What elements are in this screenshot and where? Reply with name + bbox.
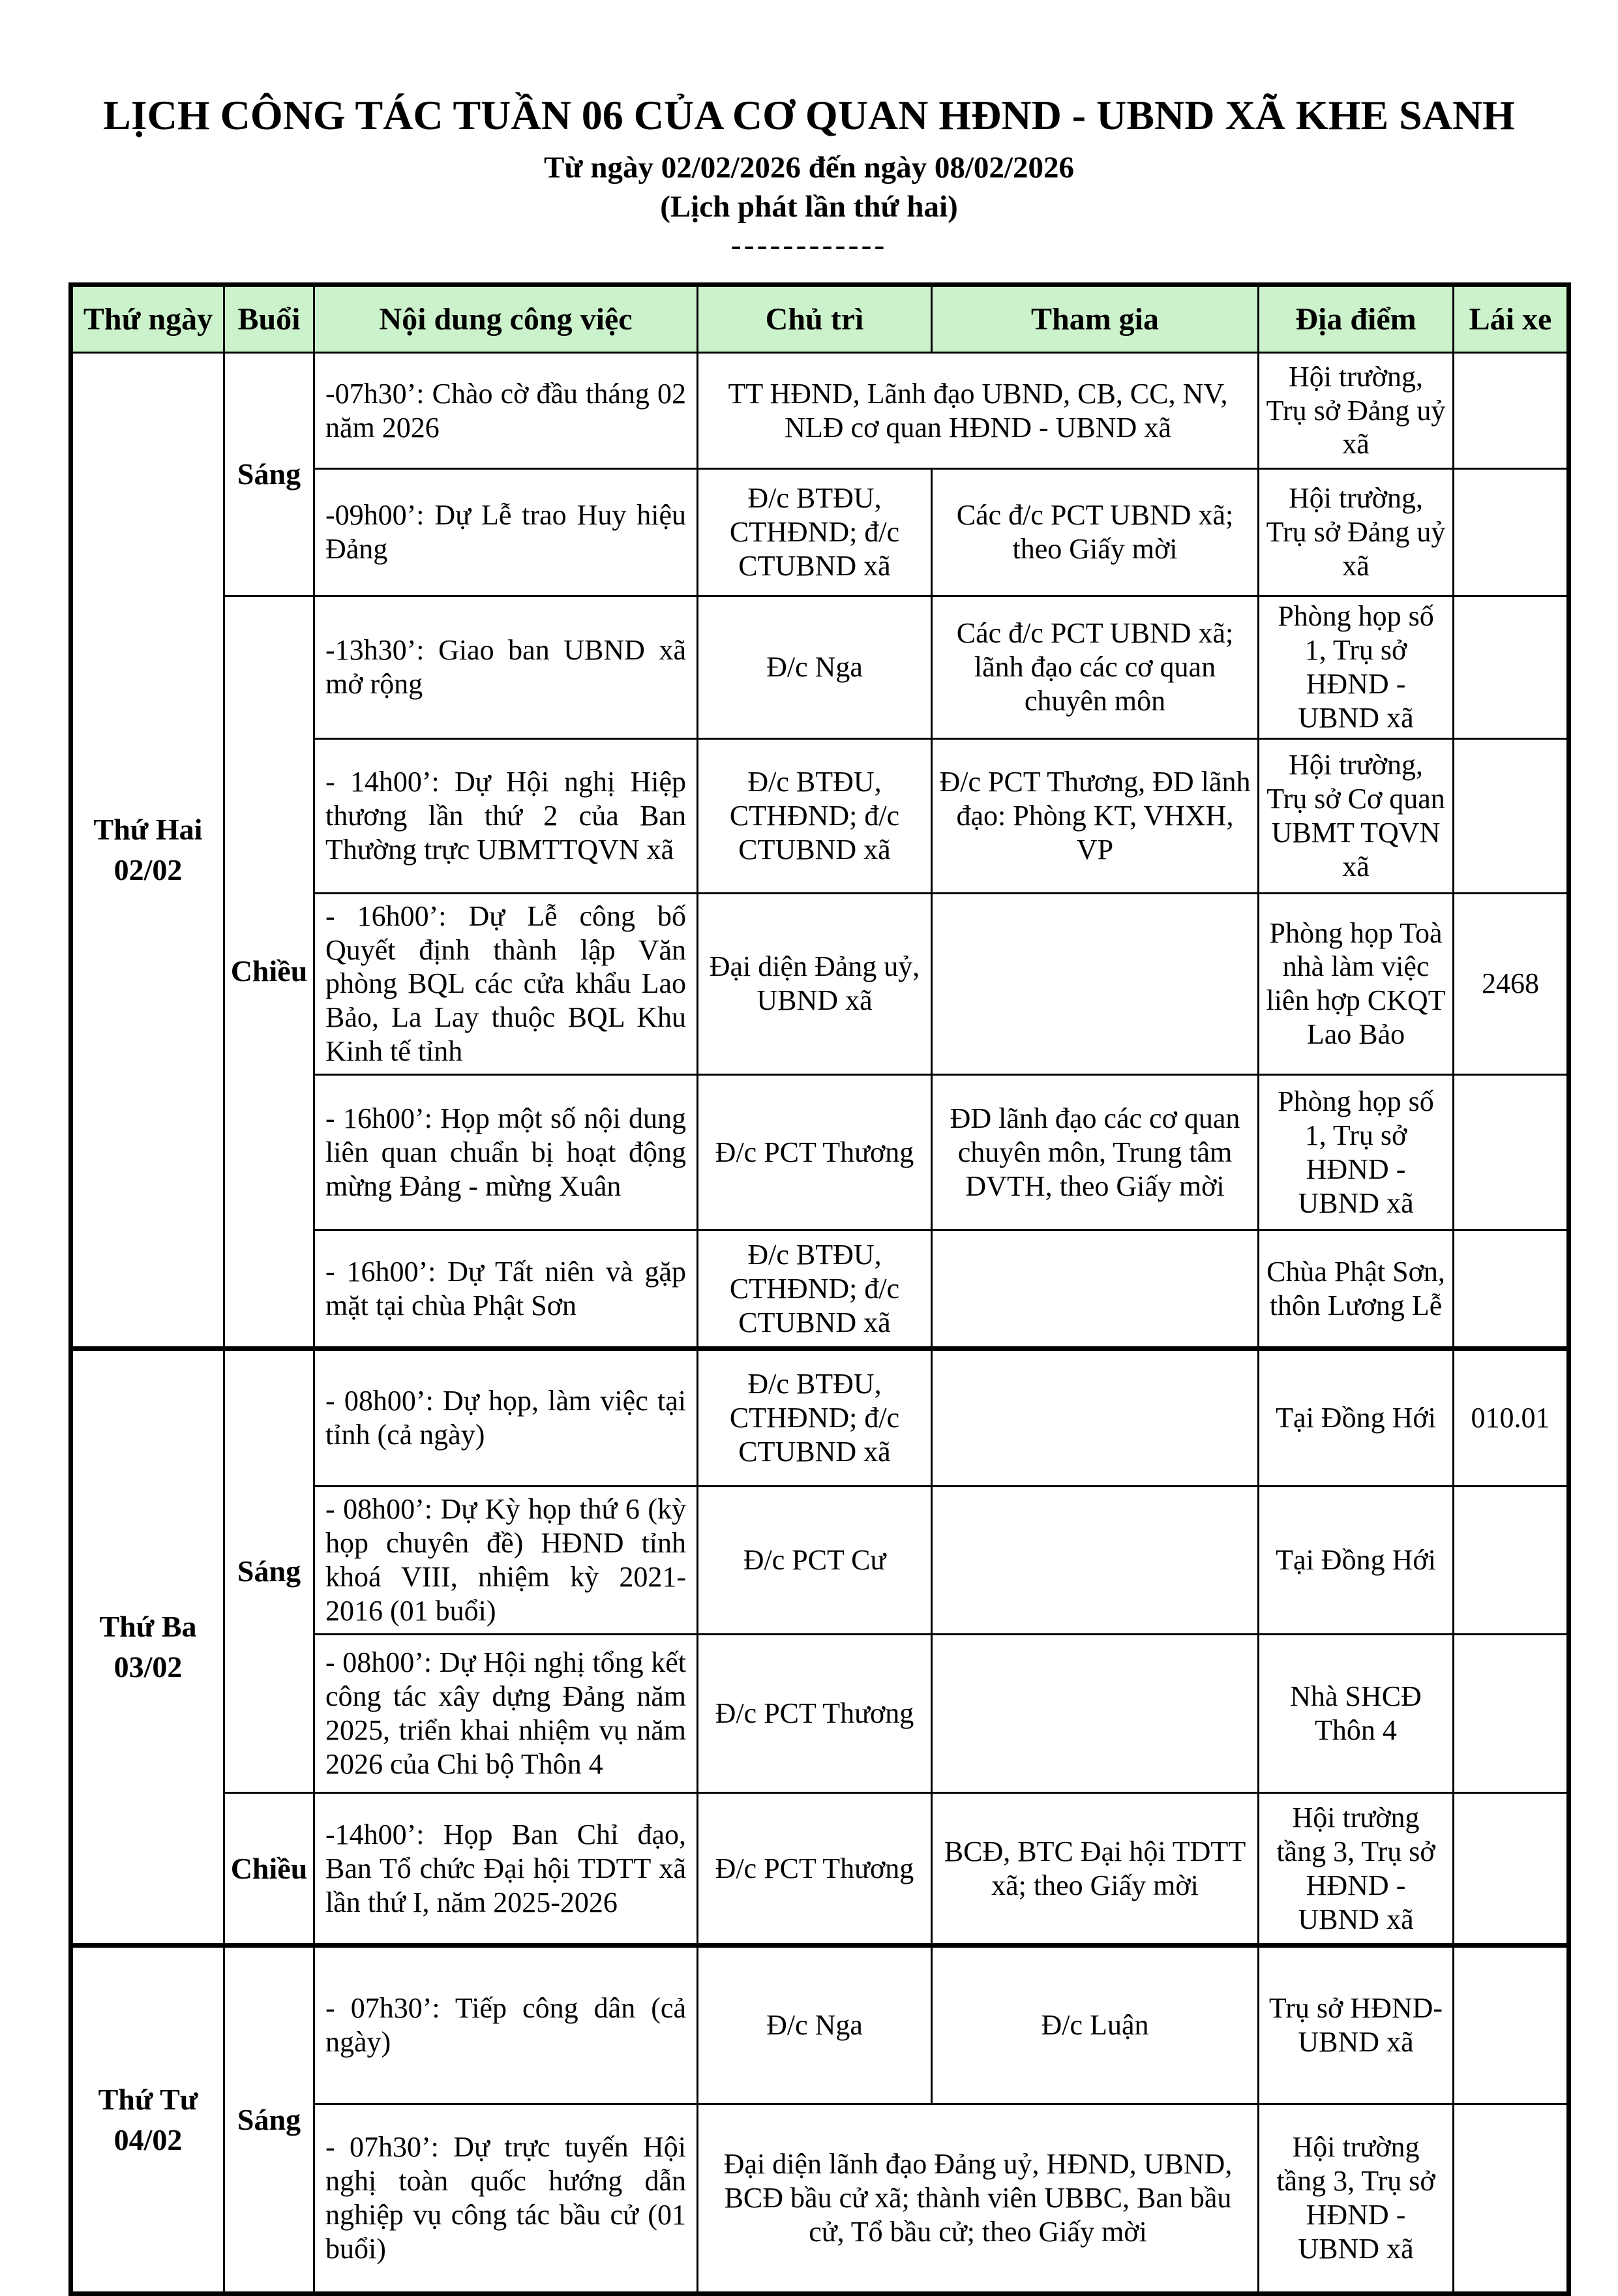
location-cell: Tại Đồng Hới: [1259, 1487, 1454, 1635]
chair-cell: Đ/c BTĐU, CTHĐND; đ/c CTUBND xã: [698, 1230, 932, 1349]
col-header-chair: Chủ trì: [698, 285, 932, 353]
content-cell: - 08h00’: Dự Hội nghị tổng kết công tác xây dựng Đảng năm 2025, triển khai nhiệm vụ năm 2026 của Chi bộ Thôn 4: [314, 1635, 698, 1793]
location-cell: Phòng họp Toà nhà làm việc liên hợp CKQT Lao Bảo: [1259, 893, 1454, 1075]
participants-cell: BCĐ, BTC Đại hội TDTT xã; theo Giấy mời: [932, 1793, 1259, 1946]
col-header-driver: Lái xe: [1454, 285, 1569, 353]
location-cell: Tại Đồng Hới: [1259, 1349, 1454, 1487]
content-cell: - 07h30’: Tiếp công dân (cả ngày): [314, 1946, 698, 2104]
content-cell: - 16h00’: Họp một số nội dung liên quan chuẩn bị hoạt động mừng Đảng - mừng Xuân: [314, 1075, 698, 1230]
edition-note: (Lịch phát lần thứ hai): [660, 190, 958, 224]
chair-cell: Đ/c BTĐU, CTHĐND; đ/c CTUBND xã: [698, 738, 932, 893]
driver-cell: [1454, 1487, 1569, 1635]
col-header-session: Buổi: [224, 285, 314, 353]
driver-cell: [1454, 353, 1569, 469]
chair-cell: Đ/c Nga: [698, 1946, 932, 2104]
day-name: Thứ Ba: [99, 1610, 197, 1644]
day-cell: [71, 353, 224, 1349]
participants-cell: [932, 1349, 1259, 1487]
participants-cell: [932, 1487, 1259, 1635]
location-cell: Hội trường, Trụ sở Cơ quan UBMT TQVN xã: [1259, 738, 1454, 893]
location-cell: Hội trường, Trụ sở Đảng uỷ xã: [1259, 469, 1454, 596]
content-cell: - 08h00’: Dự Kỳ họp thứ 6 (kỳ họp chuyên đề) HĐND tỉnh khoá VIII, nhiệm kỳ 2021-2016 (01 buổi): [314, 1487, 698, 1635]
content-cell: -13h30’: Giao ban UBND xã mở rộng: [314, 596, 698, 739]
driver-cell: [1454, 1230, 1569, 1349]
col-header-content: Nội dung công việc: [314, 285, 698, 353]
location-cell: Phòng họp số 1, Trụ sở HĐND - UBND xã: [1259, 596, 1454, 739]
participants-cell: ĐD lãnh đạo các cơ quan chuyên môn, Trung tâm DVTH, theo Giấy mời: [932, 1075, 1259, 1230]
location-cell: Trụ sở HĐND- UBND xã: [1259, 1946, 1454, 2104]
schedule-table: [68, 282, 1571, 2296]
document-title: LỊCH CÔNG TÁC TUẦN 06 CỦA CƠ QUAN HĐND - UBND XÃ KHE SANH: [103, 92, 1515, 138]
participants-cell: [932, 1230, 1259, 1349]
session-cell: Sáng: [224, 353, 314, 596]
chair-cell: Đ/c BTĐU, CTHĐND; đ/c CTUBND xã: [698, 469, 932, 596]
chair-cell: Đ/c PCT Thương: [698, 1793, 932, 1946]
day-date: 03/02: [113, 1650, 183, 1684]
divider-dashes: ------------: [730, 228, 888, 262]
day-name: Thứ Tư: [98, 2082, 198, 2116]
session-cell: Chiều: [224, 596, 314, 1349]
content-cell: -07h30’: Chào cờ đầu tháng 02 năm 2026: [314, 353, 698, 469]
session-cell: Sáng: [224, 1946, 314, 2294]
table-row: [71, 596, 1569, 739]
chair-cell: Đại diện Đảng uỷ, UBND xã: [698, 893, 932, 1075]
driver-cell: [1454, 1946, 1569, 2104]
table-row: [71, 1946, 1569, 2104]
location-cell: Hội trường tầng 3, Trụ sở HĐND - UBND xã: [1259, 1793, 1454, 1946]
document-header: [0, 0, 1618, 263]
content-cell: -14h00’: Họp Ban Chỉ đạo, Ban Tổ chức Đại hội TDTT xã lần thứ I, năm 2025-2026: [314, 1793, 698, 1946]
driver-cell: [1454, 596, 1569, 739]
participants-cell: [932, 893, 1259, 1075]
chair-participants-cell: TT HĐND, Lãnh đạo UBND, CB, CC, NV, NLĐ cơ quan HĐND - UBND xã: [698, 353, 1259, 469]
date-range: Từ ngày 02/02/2026 đến ngày 08/02/2026: [544, 151, 1074, 185]
participants-cell: Đ/c Luận: [932, 1946, 1259, 2104]
driver-cell: [1454, 469, 1569, 596]
content-cell: - 08h00’: Dự họp, làm việc tại tỉnh (cả ngày): [314, 1349, 698, 1487]
day-name: Thứ Hai: [93, 812, 203, 846]
content-cell: -09h00’: Dự Lễ trao Huy hiệu Đảng: [314, 469, 698, 596]
content-cell: - 16h00’: Dự Lễ công bố Quyết định thành lập Văn phòng BQL các cửa khẩu Lao Bảo, La Lay thuộc BQL Khu Kinh tế tỉnh: [314, 893, 698, 1075]
location-cell: Chùa Phật Sơn, thôn Lương Lễ: [1259, 1230, 1454, 1349]
content-cell: - 07h30’: Dự trực tuyến Hội nghị toàn quốc hướng dẫn nghiệp vụ công tác bầu cử (01 buổi): [314, 2104, 698, 2294]
chair-cell: Đ/c BTĐU, CTHĐND; đ/c CTUBND xã: [698, 1349, 932, 1487]
driver-cell: [1454, 1635, 1569, 1793]
table-row: [71, 1349, 1569, 1487]
col-header-location: Địa điểm: [1259, 285, 1454, 353]
col-header-day: Thứ ngày: [71, 285, 224, 353]
chair-cell: Đ/c PCT Thương: [698, 1635, 932, 1793]
driver-cell: [1454, 1075, 1569, 1230]
session-cell: Chiều: [224, 1793, 314, 1946]
location-cell: Phòng họp số 1, Trụ sở HĐND - UBND xã: [1259, 1075, 1454, 1230]
location-cell: Nhà SHCĐ Thôn 4: [1259, 1635, 1454, 1793]
day-cell: [71, 1349, 224, 1946]
location-cell: Hội trường tầng 3, Trụ sở HĐND - UBND xã: [1259, 2104, 1454, 2294]
chair-cell: Đ/c PCT Cư: [698, 1487, 932, 1635]
day-date: 04/02: [113, 2122, 183, 2156]
driver-cell: [1454, 738, 1569, 893]
table-row: [71, 1793, 1569, 1946]
table-row: [71, 353, 1569, 469]
driver-cell: 2468: [1454, 893, 1569, 1075]
location-cell: Hội trường, Trụ sở Đảng uỷ xã: [1259, 353, 1454, 469]
col-header-participants: Tham gia: [932, 285, 1259, 353]
participants-cell: Các đ/c PCT UBND xã; lãnh đạo các cơ quan chuyên môn: [932, 596, 1259, 739]
chair-cell: Đ/c Nga: [698, 596, 932, 739]
session-cell: Sáng: [224, 1349, 314, 1793]
participants-cell: [932, 1635, 1259, 1793]
day-date: 02/02: [113, 853, 183, 887]
driver-cell: 010.01: [1454, 1349, 1569, 1487]
content-cell: - 14h00’: Dự Hội nghị Hiệp thương lần thứ 2 của Ban Thường trực UBMTTQVN xã: [314, 738, 698, 893]
chair-participants-cell: Đại diện lãnh đạo Đảng uỷ, HĐND, UBND, BCĐ bầu cử xã; thành viên UBBC, Ban bầu cử, Tổ bầu cử; theo Giấy mời: [698, 2104, 1259, 2294]
driver-cell: [1454, 2104, 1569, 2294]
participants-cell: Đ/c PCT Thương, ĐD lãnh đạo: Phòng KT, VHXH, VP: [932, 738, 1259, 893]
day-cell: [71, 1946, 224, 2294]
driver-cell: [1454, 1793, 1569, 1946]
chair-cell: Đ/c PCT Thương: [698, 1075, 932, 1230]
participants-cell: Các đ/c PCT UBND xã; theo Giấy mời: [932, 469, 1259, 596]
content-cell: - 16h00’: Dự Tất niên và gặp mặt tại chùa Phật Sơn: [314, 1230, 698, 1349]
table-header-row: [71, 285, 1569, 353]
